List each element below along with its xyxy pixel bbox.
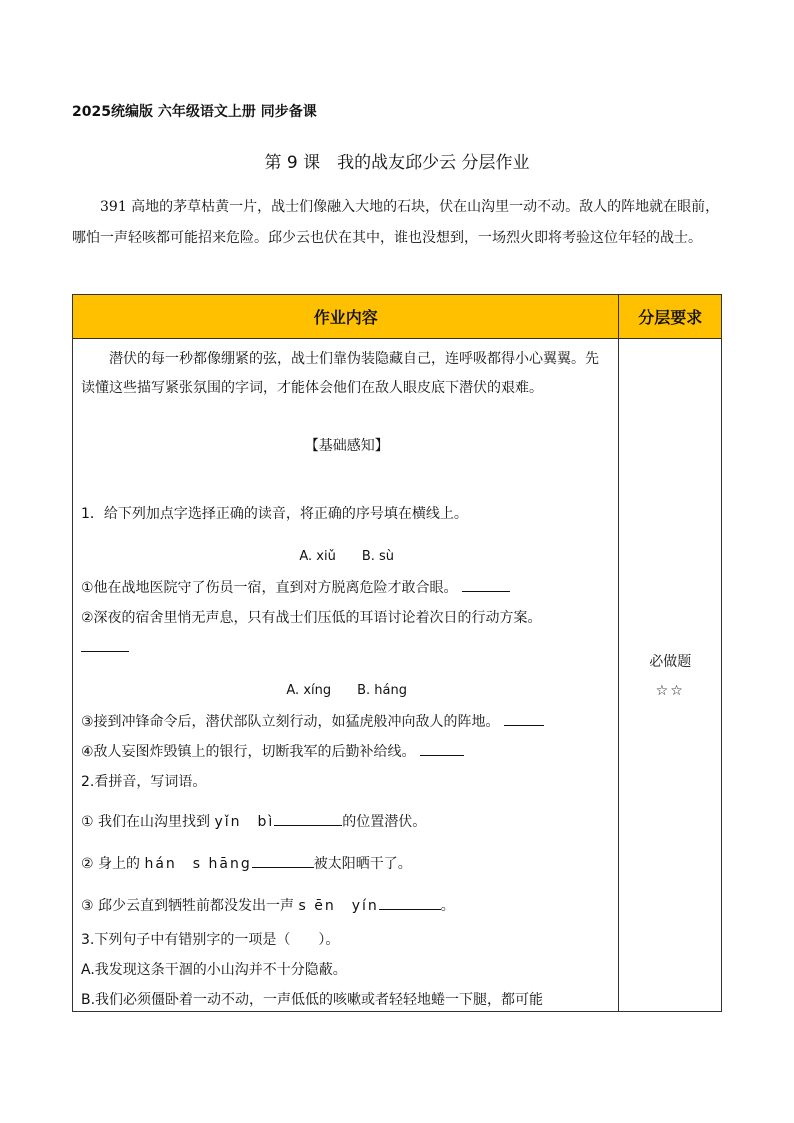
pinyin-hint: hán s hāng (144, 856, 252, 872)
lead-paragraph: 潜伏的每一秒都像绷紧的弦，战士们靠伪装隐藏自己，连呼吸都得小心翼翼。先读懂这些描写紧张氛围的字词，才能体会他们在敌人眼皮底下潜伏的艰难。 (81, 351, 599, 396)
table-row (73, 339, 722, 1012)
item-text: ② 身上的 (81, 856, 141, 872)
question-3-option-b: B.我们必须僵卧着一动不动，一声低低的咳嗽或者轻轻地蜷一下腿，都可能 (81, 992, 544, 1008)
question-3-prompt: 3.下列句子中有错别字的一项是（ ）。 (81, 932, 340, 948)
requirement-cell (619, 339, 722, 1012)
question-2-item-1 (81, 811, 612, 831)
item-text: ① 我们在山沟里找到 (81, 814, 211, 830)
question-1-options-b: A. xíng B. háng (286, 683, 407, 698)
item-text: ①他在战地医院守了伤员一宿，直到对方脱离危险才敢合眼。 (81, 580, 458, 596)
question-1-item-2-blank-line (81, 637, 612, 656)
question-2-prompt: 2.看拼音，写词语。 (81, 774, 207, 790)
homework-table (72, 294, 722, 1012)
item-text: ④敌人妄图炸毁镇上的银行，切断我军的后勤补给线。 (81, 744, 416, 760)
answer-blank[interactable] (252, 853, 314, 868)
document-header: 2025统编版 六年级语文上册 同步备课 (72, 104, 317, 120)
question-1-prompt: 1．给下列加点字选择正确的读音，将正确的序号填在横线上。 (81, 506, 468, 522)
section-heading: 【基础感知】 (304, 438, 389, 454)
item-text: ③接到冲锋命令后，潜伏部队立刻行动，如猛虎般冲向敌人的阵地。 (81, 714, 500, 730)
answer-blank[interactable] (420, 741, 464, 756)
answer-blank[interactable] (81, 637, 129, 652)
question-1-item-2: ②深夜的宿舍里悄无声息，只有战士们压低的耳语讨论着次日的行动方案。 (81, 610, 542, 626)
item-text: 的位置潜伏。 (342, 814, 427, 830)
answer-blank[interactable] (504, 711, 544, 726)
question-2-item-3 (81, 895, 612, 915)
answer-blank[interactable] (274, 811, 342, 826)
content-cell (73, 339, 619, 1012)
answer-blank[interactable] (462, 577, 510, 592)
answer-blank[interactable] (379, 895, 441, 910)
pinyin-hint: yǐn bì (214, 814, 275, 830)
item-text: 被太阳晒干了。 (313, 856, 412, 872)
question-1-item-3 (81, 711, 612, 731)
question-1-options-a: A. xiǔ B. sù (299, 549, 395, 564)
requirement-label: 必做题 (649, 654, 692, 670)
item-text: ③ 邱少云直到牺牲前都没发出一声 (81, 898, 295, 914)
column-header-content: 作业内容 (73, 295, 619, 339)
question-1-item-1 (81, 577, 612, 597)
page-title: 第 9 课 我的战友邱少云 分层作业 (264, 153, 530, 173)
column-header-requirement: 分层要求 (619, 295, 722, 339)
question-3-option-a: A.我发现这条干涸的小山沟并不十分隐蔽。 (81, 962, 347, 978)
question-1-item-4 (81, 741, 612, 761)
intro-paragraph: 391 高地的茅草枯黄一片，战士们像融入大地的石块，伏在山沟里一动不动。敌人的阵地就在眼前，哪怕一声轻咳都可能招来危险。邱少云也伏在其中，谁也没想到，一场烈火即将考验这位年轻的战士。 (72, 199, 720, 246)
table-header-row (73, 295, 722, 339)
pinyin-hint: s ēn yín (298, 898, 379, 914)
question-2-item-2 (81, 853, 612, 873)
item-text: 。 (440, 898, 455, 914)
difficulty-stars: ☆☆ (655, 683, 685, 699)
